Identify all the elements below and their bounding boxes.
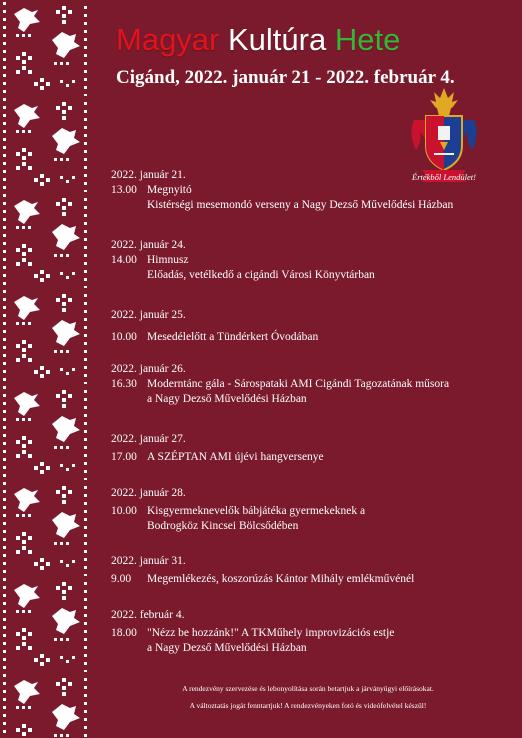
title-word-hete: Hete <box>334 22 401 57</box>
event-time: 13.00 <box>111 184 137 196</box>
event-time: 10.00 <box>111 331 137 343</box>
event-item <box>111 486 511 534</box>
event-item <box>111 362 511 407</box>
event-desc: Moderntánc gála - Sárospataki AMI Cigándi Tagozatának műsora <box>147 378 450 390</box>
footer-note-1: A rendezvény szervezése és lebonyolítása során betartjuk a járványügyi előírásokat. <box>182 684 434 693</box>
event-date: 2022. január 28. <box>111 487 186 499</box>
event-item <box>111 168 511 213</box>
event-desc: Kisgyermeknevelők bábjátéka gyermekeknek a <box>147 505 366 517</box>
event-date: 2022. január 31. <box>111 555 186 567</box>
crest-motto: Értékből Lendület! <box>412 172 476 182</box>
event-desc: Megemlékezés, koszorúzás Kántor Mihály emlékművénél <box>147 573 415 585</box>
event-time: 14.00 <box>111 254 137 266</box>
event-date: 2022. január 26. <box>111 363 186 375</box>
title-word-kultura: Kultúra <box>228 22 327 57</box>
event-date: 2022. január 21. <box>111 169 186 181</box>
event-desc: Megnyitó <box>147 184 192 196</box>
event-time: 16.30 <box>111 378 137 390</box>
embroidery-border <box>0 0 92 738</box>
event-desc: A SZÉPTAN AMI újévi hangversenye <box>147 451 324 463</box>
event-item <box>111 608 511 656</box>
event-desc: "Nézz be hozzánk!" A TKMűhely improvizációs estje <box>147 627 395 639</box>
event-date: 2022. január 25. <box>111 309 186 321</box>
event-item <box>111 432 511 465</box>
event-desc: Bodrogköz Kincsei Bölcsődében <box>147 520 299 532</box>
title-word-magyar: Magyar <box>116 22 220 57</box>
event-desc: a Nagy Dezső Művelődési Házban <box>147 642 307 654</box>
event-time: 18.00 <box>111 627 137 639</box>
event-desc: a Nagy Dezső Művelődési Házban <box>147 393 307 405</box>
event-item <box>111 554 511 587</box>
subtitle: Cigánd, 2022. január 21 - 2022. február 4. <box>116 67 455 88</box>
event-item <box>111 308 511 345</box>
event-desc: Mesedélelőtt a Tündérkert Óvodában <box>147 331 319 343</box>
footer-note-2: A változtatás jogát fenntartjuk! A rendezvényeken fotó és videófelvétel készül! <box>189 701 427 710</box>
event-time: 9.00 <box>111 573 132 585</box>
embroidery-pattern <box>0 0 92 738</box>
event-date: 2022. január 24. <box>111 239 186 251</box>
event-date: 2022. február 4. <box>111 609 185 621</box>
event-item <box>111 238 511 283</box>
page-title <box>116 22 476 58</box>
event-time: 10.00 <box>111 505 137 517</box>
event-desc: Himnusz <box>147 254 189 266</box>
event-time: 17.00 <box>111 451 137 463</box>
event-desc: Kistérségi mesemondó verseny a Nagy Dezső Művelődési Házban <box>147 199 454 211</box>
event-date: 2022. január 27. <box>111 433 186 445</box>
event-desc: Előadás, vetélkedő a cigándi Városi Könyvtárban <box>147 269 375 281</box>
